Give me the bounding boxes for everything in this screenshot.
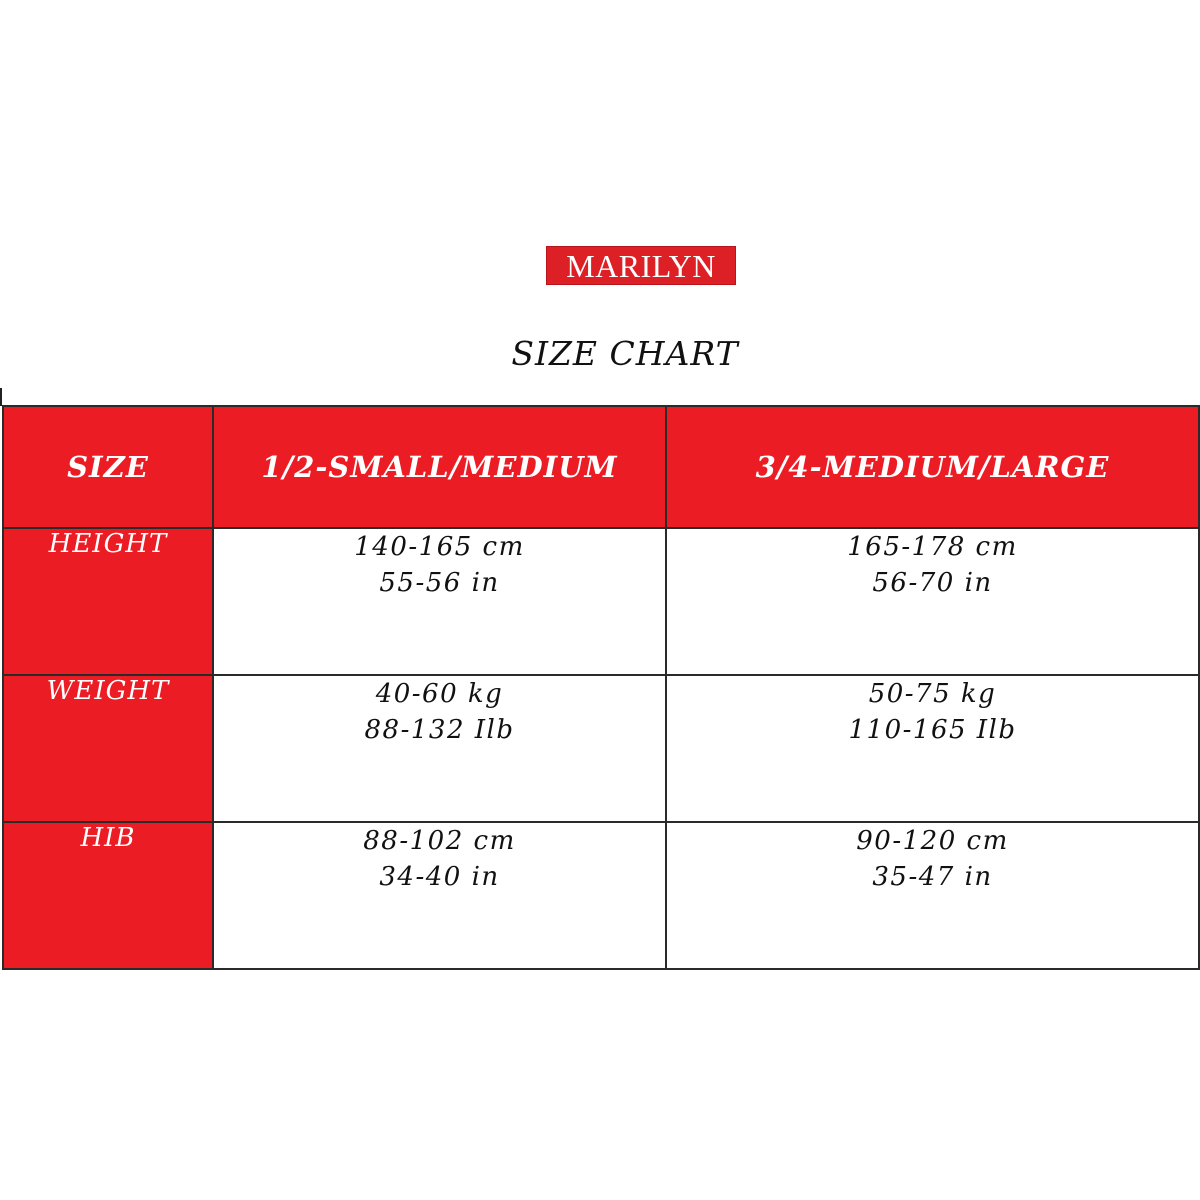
cell-value: 35-47 in xyxy=(872,862,993,892)
table-row-weight xyxy=(3,675,1199,822)
row-label-height: HEIGHT xyxy=(3,528,213,675)
cell-value: 50-75 kg xyxy=(868,679,997,709)
table-row-hib xyxy=(3,822,1199,969)
brand-logo: MARILYN xyxy=(546,246,736,285)
cell-value: 90-120 cm xyxy=(856,826,1009,856)
cell-height-small-medium xyxy=(213,528,666,675)
divider-tick xyxy=(0,388,2,406)
cell-value: 110-165 Ilb xyxy=(848,715,1017,745)
cell-value: 56-70 in xyxy=(872,568,993,598)
row-label-hib: HIB xyxy=(3,822,213,969)
cell-hib-medium-large xyxy=(666,822,1199,969)
cell-value: 88-102 cm xyxy=(363,826,516,856)
cell-value: 55-56 in xyxy=(379,568,500,598)
page-title: SIZE CHART xyxy=(511,334,739,373)
cell-value: 165-178 cm xyxy=(847,532,1018,562)
table-row-height xyxy=(3,528,1199,675)
cell-weight-small-medium xyxy=(213,675,666,822)
row-label-weight: WEIGHT xyxy=(3,675,213,822)
cell-value: 140-165 cm xyxy=(354,532,525,562)
header-medium-large: 3/4-MEDIUM/LARGE xyxy=(666,406,1199,528)
header-size: SIZE xyxy=(3,406,213,528)
cell-weight-medium-large xyxy=(666,675,1199,822)
cell-value: 40-60 kg xyxy=(375,679,504,709)
header-small-medium: 1/2-SMALL/MEDIUM xyxy=(213,406,666,528)
table-header-row xyxy=(3,406,1199,528)
cell-value: 34-40 in xyxy=(379,862,500,892)
size-chart-table xyxy=(2,405,1200,970)
cell-hib-small-medium xyxy=(213,822,666,969)
cell-value: 88-132 Ilb xyxy=(364,715,515,745)
cell-height-medium-large xyxy=(666,528,1199,675)
